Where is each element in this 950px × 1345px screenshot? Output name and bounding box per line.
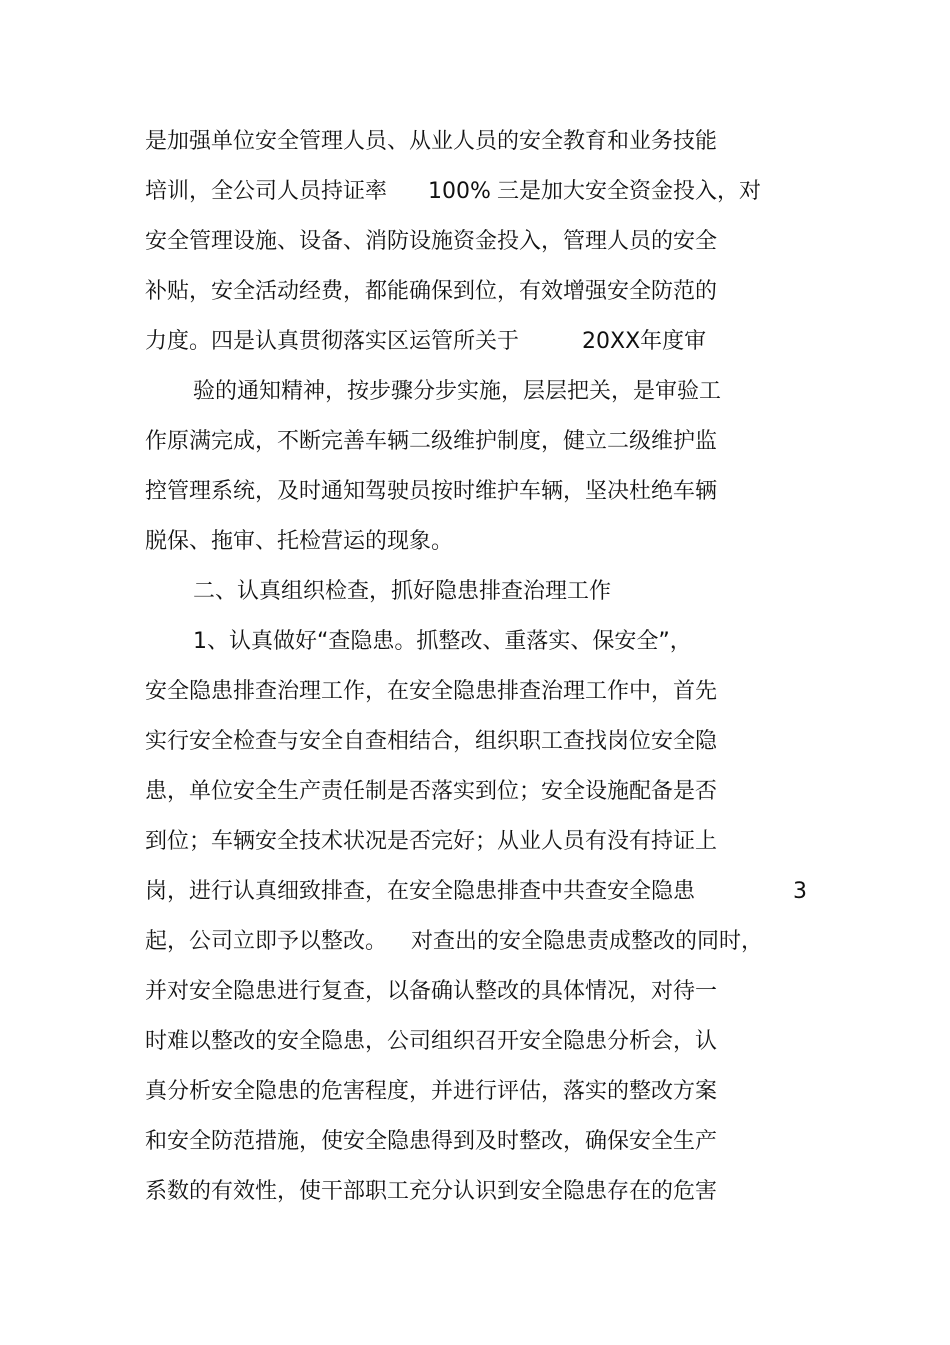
- text-line: [145, 274, 825, 310]
- subsection-heading: [193, 624, 873, 660]
- text-segment: 控管理系统，及时通知驾驶员按时维护车辆，坚决杜绝车辆: [145, 479, 718, 504]
- text-segment: 起，公司立即予以整改。: [145, 929, 388, 954]
- text-line: [145, 724, 825, 760]
- text-line: [145, 774, 825, 810]
- text-segment: 二、认真组织检查，抓好隐患排查治理工作: [193, 579, 612, 604]
- text-line: [145, 924, 825, 960]
- text-segment: 验的通知精神，按步骤分步实施，层层把关，是审验工: [193, 379, 722, 404]
- text-line: [145, 1174, 825, 1210]
- text-line: [145, 1024, 825, 1060]
- text-line: [145, 1074, 825, 1110]
- text-segment: 到位；车辆安全技术状况是否完好；从业人员有没有持证上: [145, 829, 718, 854]
- text-line: [145, 674, 825, 710]
- text-segment: 真分析安全隐患的危害程度，并进行评估，落实的整改方案: [145, 1079, 718, 1104]
- text-segment: 岗，进行认真细致排查，在安全隐患排查中共查安全隐患: [145, 879, 696, 904]
- text-segment: 安全管理设施、设备、消防设施资金投入，管理人员的安全: [145, 229, 718, 254]
- text-segment: 系数的有效性，使干部职工充分认识到安全隐患存在的危害: [145, 1179, 718, 1204]
- text-segment: 和安全防范措施，使安全隐患得到及时整改，确保安全生产: [145, 1129, 718, 1154]
- text-line: [145, 424, 825, 460]
- text-line: [145, 874, 825, 910]
- text-segment: 患，单位安全生产责任制是否落实到位；安全设施配备是否: [145, 779, 718, 804]
- text-segment: 1、认真做好“查隐患。抓整改、重落实、保安全”，: [193, 629, 692, 654]
- text-segment: 力度。四是认真贯彻落实区运管所关于: [145, 329, 520, 354]
- year-text: 20XX年度审: [582, 329, 707, 354]
- text-segment: 实行安全检查与安全自查相结合，组织职工查找岗位安全隐: [145, 729, 718, 754]
- section-heading: [193, 574, 873, 610]
- text-line: [145, 224, 825, 260]
- text-segment: 脱保、拖审、托检营运的现象。: [145, 529, 454, 554]
- text-line: [145, 1124, 825, 1160]
- percent-value: 100%: [428, 179, 491, 204]
- text-segment: 并对安全隐患进行复查，以备确认整改的具体情况，对待一: [145, 979, 718, 1004]
- text-line: [145, 524, 825, 560]
- count-value: 3: [793, 879, 807, 904]
- text-line: [145, 324, 825, 360]
- text-segment: 对查出的安全隐患责成整改的同时，: [411, 929, 764, 954]
- text-segment: 时难以整改的安全隐患，公司组织召开安全隐患分析会，认: [145, 1029, 718, 1054]
- text-segment: 是加强单位安全管理人员、从业人员的安全教育和业务技能: [145, 129, 718, 154]
- text-line: [145, 174, 825, 210]
- text-segment: 培训，全公司人员持证率: [145, 179, 388, 204]
- text-line: [145, 974, 825, 1010]
- text-line: [145, 824, 825, 860]
- text-segment: 作原满完成，不断完善车辆二级维护制度，健立二级维护监: [145, 429, 718, 454]
- text-line: [145, 124, 825, 160]
- text-segment: 三是加大安全资金投入，对: [497, 179, 762, 204]
- text-line: [193, 374, 873, 410]
- text-segment: 安全隐患排查治理工作，在安全隐患排查治理工作中，首先: [145, 679, 718, 704]
- text-line: [145, 474, 825, 510]
- text-segment: 补贴，安全活动经费，都能确保到位，有效增强安全防范的: [145, 279, 718, 304]
